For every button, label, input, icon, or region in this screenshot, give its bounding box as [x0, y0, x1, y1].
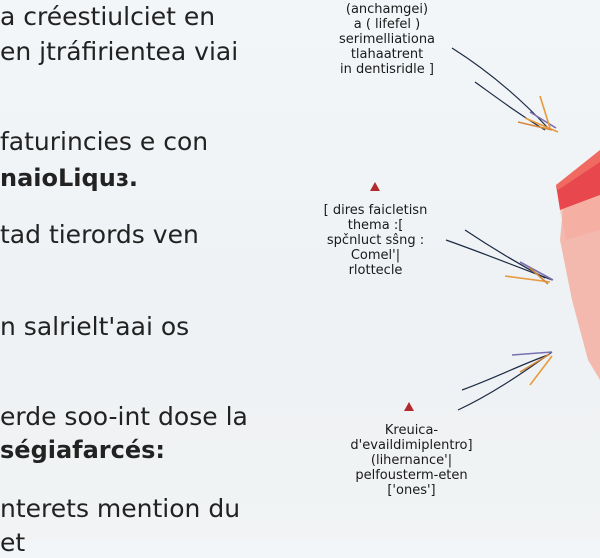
annotation-bottom — [344, 423, 479, 498]
annotation-top-line-4: tlahaatrent — [350, 47, 424, 62]
annotation-middle-line-3: spčnluct sŝng : — [326, 233, 425, 248]
annotation-bottom-line-2: d'evaildimiplentro] — [350, 438, 473, 453]
annotation-middle — [313, 203, 438, 278]
left-text-line-4: naioLiquɜ. — [0, 164, 138, 192]
left-text-line-8: ségiafarcés: — [0, 436, 166, 464]
annotation-middle-line-5: rlottecle — [348, 263, 403, 278]
left-text-line-5: tad tierords ven — [0, 220, 199, 249]
annotation-top-line-5: in dentisridle ] — [340, 62, 434, 77]
annotation-bottom-line-5: ['ones'] — [387, 483, 436, 498]
bottom-feather-icon — [512, 352, 552, 385]
left-text-line-6: n salrielt'aai os — [0, 312, 190, 341]
left-text-line-9: nterets mention du — [0, 494, 241, 523]
annotation-middle-line-2: thema :[ — [347, 218, 404, 233]
left-text-line-3: faturincies e con — [0, 127, 209, 156]
annotation-top — [327, 2, 447, 77]
triangle-marker-icon-2 — [404, 402, 414, 411]
red-pink-shape — [556, 150, 600, 380]
annotation-bottom-line-3: (lihernance'| — [370, 453, 453, 468]
annotation-middle-line-4: Comel'| — [350, 248, 401, 263]
annotation-bottom-line-1: Kreuica- — [384, 423, 439, 438]
left-text-line-7: erde soo-int dose la — [0, 402, 248, 431]
annotation-top-line-2: a ( lifefel ) — [353, 17, 421, 32]
annotation-top-line-3: serimelliationa — [338, 32, 436, 47]
top-leader-lines — [452, 48, 548, 130]
left-text-line-10: et — [0, 528, 26, 557]
annotation-top-line-1: (anchamgei) — [345, 2, 429, 17]
left-text-line-2: en jtráfirientea viai — [0, 37, 239, 66]
top-feather-icon — [518, 96, 558, 132]
left-text-line-1: a créestiulciet en — [0, 2, 216, 31]
annotation-bottom-line-4: pelfousterm-eten — [355, 468, 468, 483]
annotation-middle-line-1: [ dires faicletisn — [323, 203, 428, 218]
triangle-marker-icon — [370, 182, 380, 191]
